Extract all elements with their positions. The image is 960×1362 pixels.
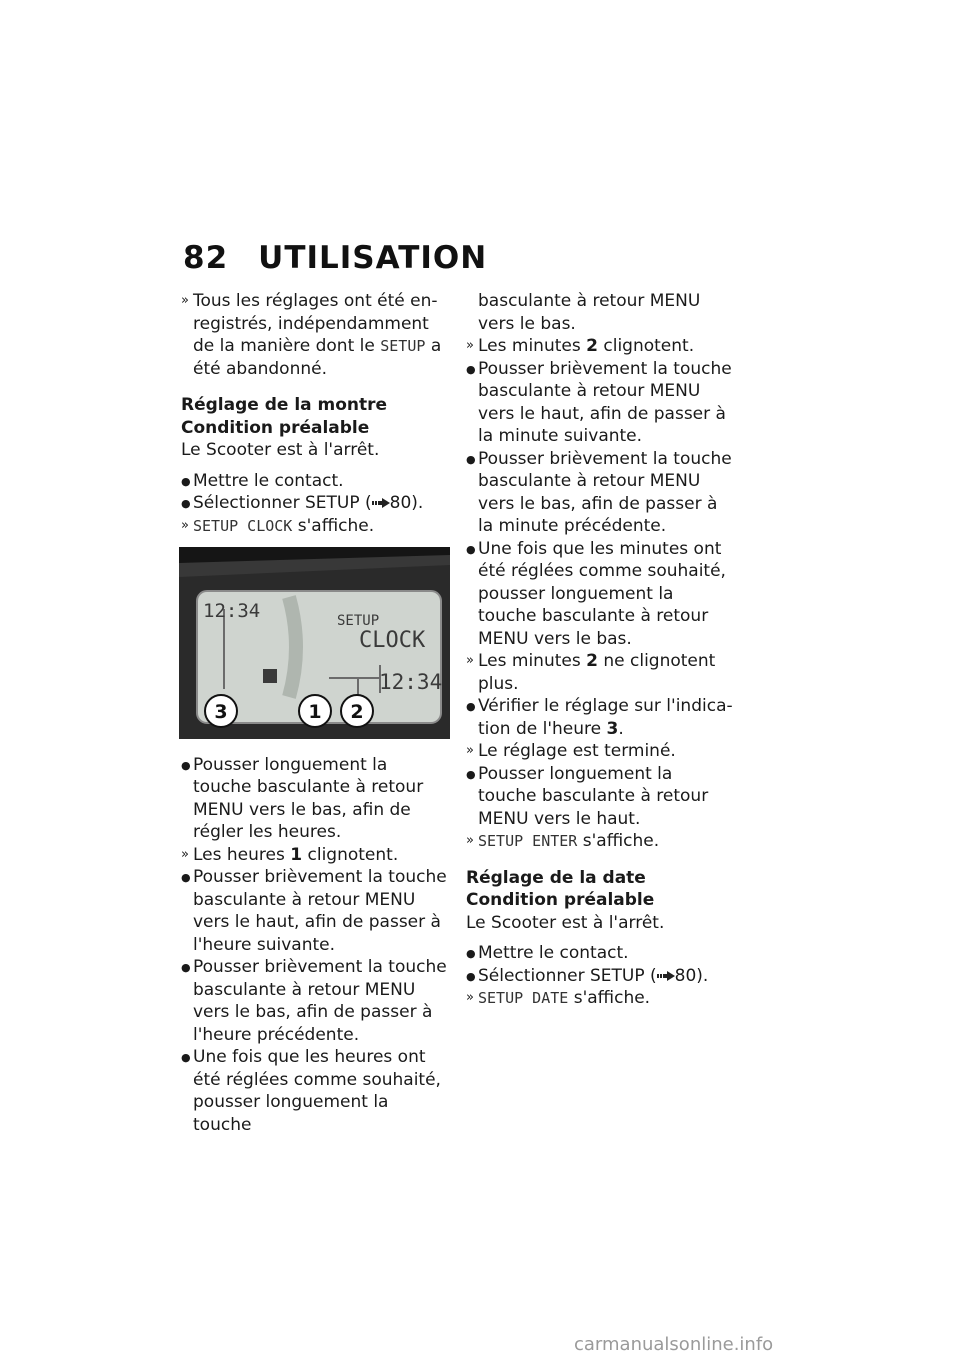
page-reference-arrow-icon: [372, 498, 390, 508]
result-marker-icon: »: [181, 517, 189, 533]
bullet-icon: ●: [181, 497, 191, 510]
date-condition-heading: Condition préalable: [466, 890, 655, 910]
page-number: 82: [183, 240, 229, 276]
bullet-icon: ●: [466, 969, 476, 983]
step-item: ● Mettre le contact.: [466, 942, 734, 965]
clock-display: CLOCK: [359, 628, 426, 653]
result-marker-icon: »: [466, 833, 474, 848]
step-item: ● Pousser brièvement la touche basculante à retour MENU vers le bas, afin de passer à la minute précédente.: [466, 448, 732, 536]
step-item: ● Sélectionner SETUP ( 80).: [466, 965, 734, 988]
clock-condition-text: Le Scooter est à l'arrêt.: [181, 440, 380, 460]
small-time-display: 12:34: [203, 600, 261, 622]
bullet-icon: ●: [466, 362, 476, 376]
bullet-icon: ●: [181, 871, 191, 884]
step-item: ● Sélectionner SETUP ( 80).: [181, 492, 449, 515]
result-item: » SETUP CLOCK s'affiche.: [181, 515, 375, 536]
column-left: [181, 290, 449, 1136]
page-reference-link[interactable]: 80).: [389, 493, 424, 513]
big-time-display: 12:34: [379, 670, 443, 694]
result-marker-icon: »: [466, 653, 474, 668]
bullet-icon: ●: [466, 700, 476, 713]
step-item: ● Vérifier le réglage sur l'indica-tion de l'heure 3.: [466, 696, 733, 739]
continuation-text: basculante à retour MENU vers le bas.: [478, 291, 701, 334]
column-right: [466, 290, 734, 1010]
bullet-icon: ●: [466, 767, 476, 781]
section-title: UTILISATION: [258, 240, 488, 276]
step-item: ● Une fois que les minutes ont été réglées comme souhaité, pousser longuement la touche basculante à retour MENU vers le bas.: [466, 538, 726, 649]
date-condition-text: Le Scooter est à l'arrêt.: [466, 912, 665, 933]
clock-condition-heading: Condition préalable: [181, 417, 370, 438]
step-item: ● Pousser longuement la touche basculante à retour MENU vers le haut.: [466, 763, 709, 829]
step-item: ● Pousser brièvement la touche basculante à retour MENU vers le bas, afin de passer à l'heure précédente.: [181, 957, 447, 1045]
result-item: » Tous les réglages ont été en-registrés, indépendamment de la manière dont le SETUP a été abandonné.: [181, 291, 442, 379]
step-item: ● Pousser brièvement la touche basculante à retour MENU vers le haut, afin de passer à la minute suivante.: [466, 358, 732, 446]
step-item: ● Une fois que les heures ont été réglées comme souhaité, pousser longuement la touche: [181, 1047, 441, 1135]
code-setup: SETUP: [380, 337, 426, 355]
instrument-cluster-figure: [179, 547, 450, 739]
setup-display: SETUP: [337, 613, 380, 629]
result-marker-icon: »: [466, 743, 474, 758]
step-item: ● Pousser brièvement la touche basculante à retour MENU vers le haut, afin de passer à l'heure suivante.: [181, 867, 447, 955]
callout-3: 3: [214, 701, 228, 723]
bullet-icon: ●: [466, 947, 476, 960]
result-marker-icon: »: [466, 338, 474, 353]
bullet-icon: ●: [181, 961, 191, 974]
result-marker-icon: »: [181, 846, 189, 862]
step-item: ● Pousser longuement la touche basculante à retour MENU vers le bas, afin de régler les heures.: [181, 754, 424, 842]
callout-2: 2: [350, 701, 364, 723]
page-header: [183, 240, 487, 276]
bullet-icon: ●: [181, 474, 191, 488]
bullet-icon: ●: [466, 542, 476, 556]
bullet-icon: ●: [181, 1051, 191, 1064]
result-marker-icon: »: [181, 293, 189, 308]
date-heading: Réglage de la date: [466, 867, 646, 888]
result-item: » SETUP DATE s'affiche.: [466, 988, 651, 1008]
result-item: » Le réglage est terminé.: [466, 741, 676, 761]
bullet-icon: ●: [466, 452, 476, 466]
clock-heading: Réglage de la montre: [181, 395, 388, 415]
result-item: » Les minutes 2 ne clignotent plus.: [466, 651, 716, 694]
bullet-icon: ●: [181, 758, 191, 772]
page-reference-link[interactable]: 80).: [674, 965, 709, 986]
result-item: » Les minutes 2 clignotent.: [466, 336, 695, 356]
result-marker-icon: »: [466, 990, 474, 1005]
watermark: carmanualsonline.info: [574, 1334, 774, 1355]
page-reference-arrow-icon: [657, 971, 675, 981]
result-item: » Les heures 1 clignotent.: [181, 844, 399, 865]
step-item: ● Mettre le contact.: [181, 470, 449, 493]
result-item: » SETUP ENTER s'affiche.: [466, 831, 660, 851]
callout-1: 1: [308, 701, 322, 723]
